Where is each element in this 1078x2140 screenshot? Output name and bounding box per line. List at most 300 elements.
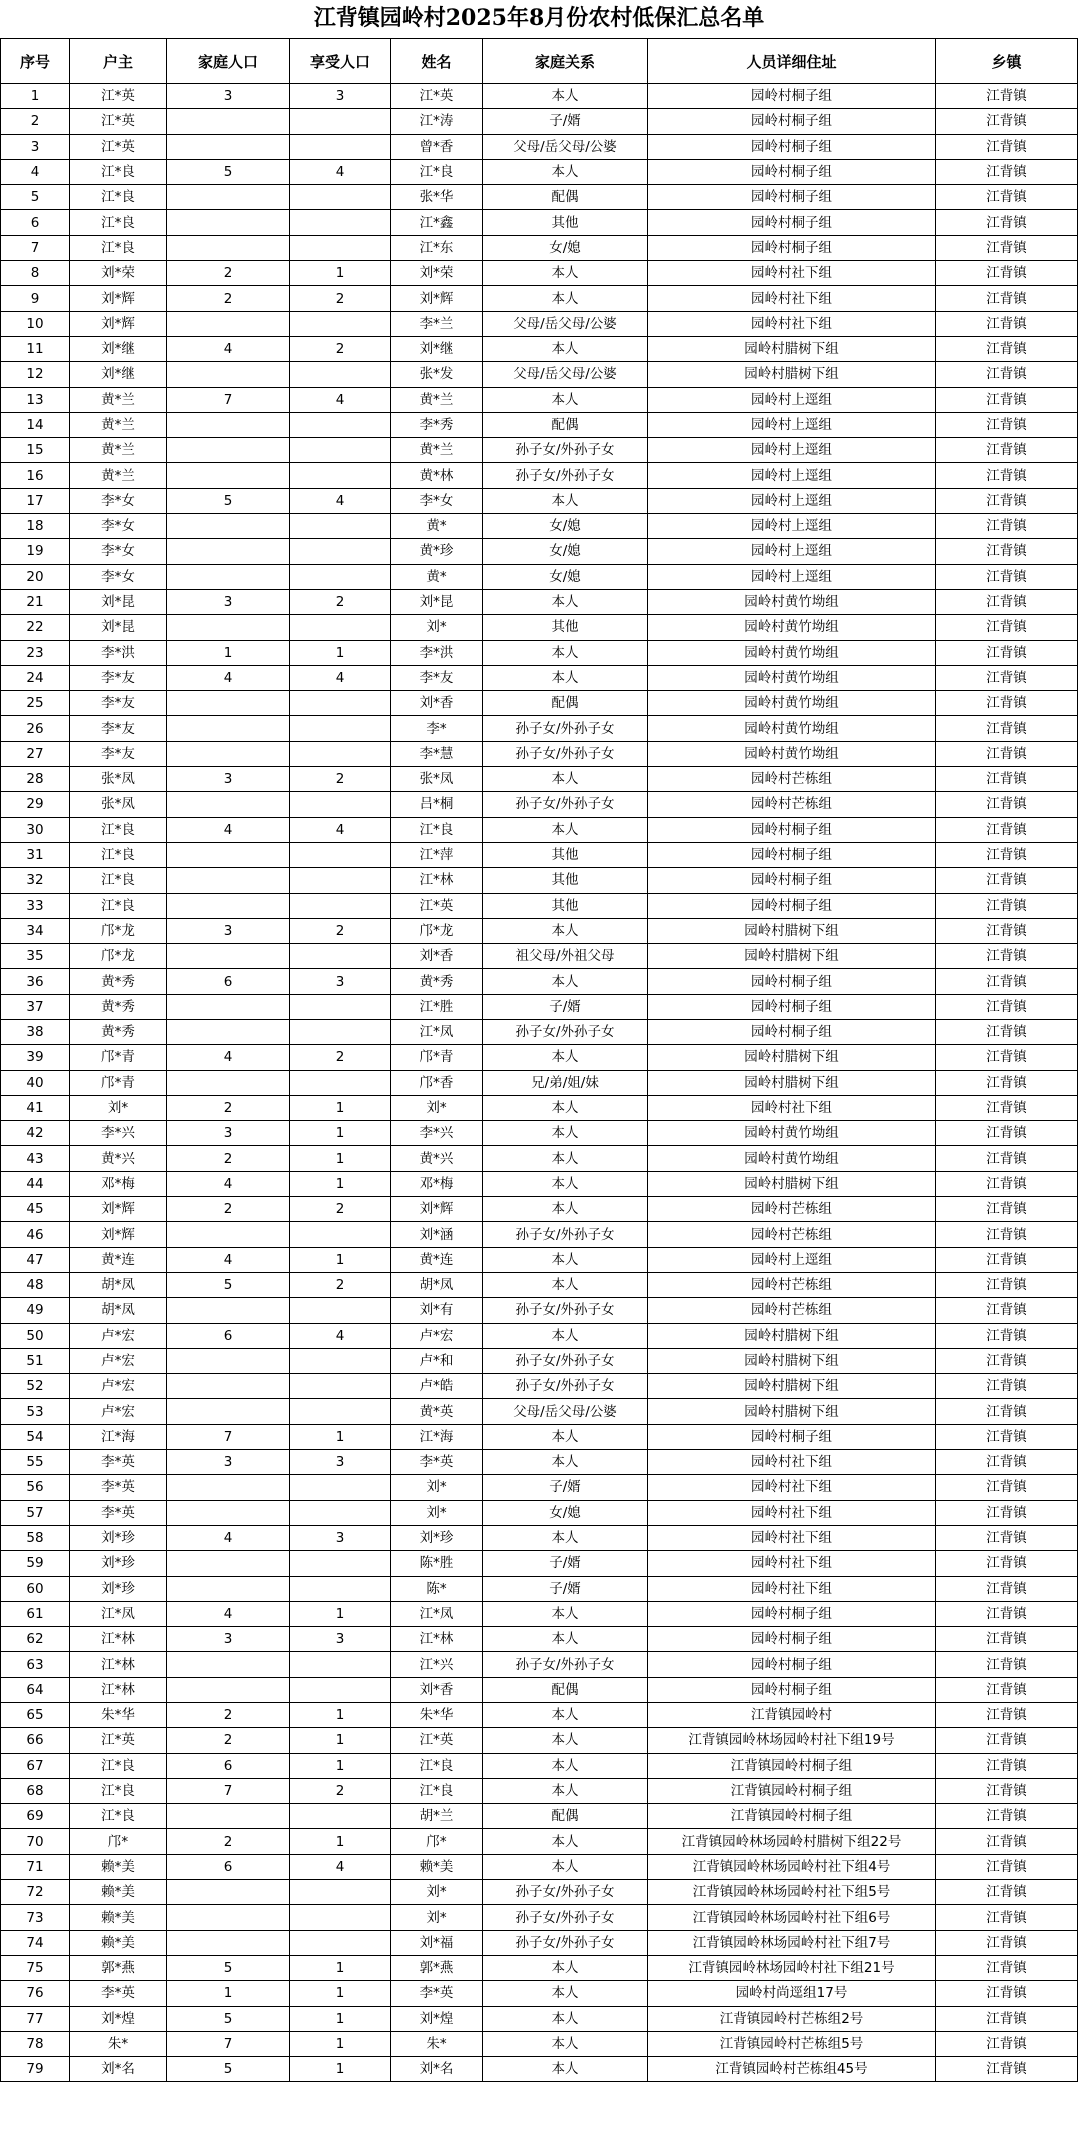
table-row — [1, 716, 1078, 741]
cell-relation: 祖父母/外祖父母 — [483, 944, 648, 969]
table-row — [1, 84, 1078, 109]
cell-beneficiaries — [290, 362, 391, 387]
cell-township: 江背镇 — [936, 615, 1078, 640]
cell-index: 65 — [1, 1703, 70, 1728]
cell-relation: 本人 — [483, 969, 648, 994]
cell-name: 陈* — [391, 1576, 483, 1601]
cell-family-size — [167, 792, 290, 817]
cell-township: 江背镇 — [936, 1095, 1078, 1120]
cell-relation: 本人 — [483, 286, 648, 311]
table-row — [1, 1272, 1078, 1297]
cell-beneficiaries — [290, 792, 391, 817]
cell-name: 赖*美 — [391, 1854, 483, 1879]
cell-index: 19 — [1, 539, 70, 564]
col-header-family-size: 家庭人口 — [167, 39, 290, 84]
cell-address: 园岭村黄竹坳组 — [648, 716, 936, 741]
cell-township: 江背镇 — [936, 1272, 1078, 1297]
cell-address: 园岭村腊树下组 — [648, 362, 936, 387]
cell-name: 刘*名 — [391, 2057, 483, 2082]
cell-township: 江背镇 — [936, 767, 1078, 792]
cell-name: 刘*辉 — [391, 1197, 483, 1222]
cell-family-size — [167, 1930, 290, 1955]
cell-family-size — [167, 1019, 290, 1044]
cell-name: 黄*兴 — [391, 1146, 483, 1171]
cell-beneficiaries — [290, 1070, 391, 1095]
cell-township: 江背镇 — [936, 589, 1078, 614]
cell-family-size: 6 — [167, 1323, 290, 1348]
cell-householder: 刘*荣 — [70, 261, 167, 286]
cell-index: 62 — [1, 1627, 70, 1652]
cell-family-size — [167, 1576, 290, 1601]
cell-relation: 本人 — [483, 1272, 648, 1297]
cell-name: 刘*有 — [391, 1298, 483, 1323]
cell-township: 江背镇 — [936, 1804, 1078, 1829]
cell-householder: 赖*美 — [70, 1930, 167, 1955]
cell-address: 园岭村尚逕组17号 — [648, 1981, 936, 2006]
cell-relation: 本人 — [483, 1728, 648, 1753]
cell-address: 园岭村上逕组 — [648, 463, 936, 488]
cell-township: 江背镇 — [936, 1930, 1078, 1955]
cell-beneficiaries: 2 — [290, 286, 391, 311]
cell-family-size — [167, 311, 290, 336]
cell-index: 37 — [1, 994, 70, 1019]
cell-relation: 配偶 — [483, 412, 648, 437]
cell-township: 江背镇 — [936, 1146, 1078, 1171]
cell-beneficiaries — [290, 1222, 391, 1247]
cell-index: 44 — [1, 1171, 70, 1196]
cell-index: 9 — [1, 286, 70, 311]
cell-relation: 本人 — [483, 640, 648, 665]
table-row — [1, 286, 1078, 311]
cell-name: 刘*继 — [391, 336, 483, 361]
cell-name: 江*良 — [391, 159, 483, 184]
cell-name: 刘*辉 — [391, 286, 483, 311]
cell-householder: 刘* — [70, 1095, 167, 1120]
cell-householder: 卢*宏 — [70, 1348, 167, 1373]
cell-address: 园岭村社下组 — [648, 1525, 936, 1550]
cell-beneficiaries: 3 — [290, 969, 391, 994]
cell-family-size — [167, 868, 290, 893]
cell-householder: 江*海 — [70, 1424, 167, 1449]
cell-relation: 孙子女/外孙子女 — [483, 741, 648, 766]
cell-address: 江背镇园岭村 — [648, 1703, 936, 1728]
col-header-index: 序号 — [1, 39, 70, 84]
cell-index: 32 — [1, 868, 70, 893]
cell-index: 59 — [1, 1551, 70, 1576]
cell-family-size: 1 — [167, 640, 290, 665]
cell-relation: 配偶 — [483, 1804, 648, 1829]
cell-relation: 配偶 — [483, 185, 648, 210]
cell-address: 园岭村上逕组 — [648, 564, 936, 589]
col-header-name: 姓名 — [391, 39, 483, 84]
cell-householder: 李*女 — [70, 564, 167, 589]
cell-relation: 孙子女/外孙子女 — [483, 438, 648, 463]
cell-beneficiaries: 1 — [290, 2006, 391, 2031]
cell-index: 8 — [1, 261, 70, 286]
table-row — [1, 1146, 1078, 1171]
cell-index: 3 — [1, 134, 70, 159]
cell-beneficiaries: 4 — [290, 387, 391, 412]
table-row — [1, 1374, 1078, 1399]
cell-name: 江*英 — [391, 84, 483, 109]
cell-index: 11 — [1, 336, 70, 361]
cell-family-size: 5 — [167, 2006, 290, 2031]
cell-family-size: 2 — [167, 1095, 290, 1120]
cell-beneficiaries — [290, 1804, 391, 1829]
cell-beneficiaries — [290, 1019, 391, 1044]
cell-name: 朱* — [391, 2031, 483, 2056]
cell-beneficiaries — [290, 539, 391, 564]
cell-beneficiaries: 1 — [290, 261, 391, 286]
cell-householder: 邝*青 — [70, 1070, 167, 1095]
cell-name: 邓*梅 — [391, 1171, 483, 1196]
cell-township: 江背镇 — [936, 1121, 1078, 1146]
cell-householder: 胡*凤 — [70, 1272, 167, 1297]
cell-relation: 本人 — [483, 488, 648, 513]
cell-family-size — [167, 1399, 290, 1424]
cell-relation: 女/媳 — [483, 564, 648, 589]
cell-householder: 张*凤 — [70, 792, 167, 817]
cell-family-size — [167, 185, 290, 210]
table-row — [1, 918, 1078, 943]
cell-address: 园岭村黄竹坳组 — [648, 665, 936, 690]
cell-beneficiaries: 2 — [290, 918, 391, 943]
cell-family-size — [167, 362, 290, 387]
cell-index: 24 — [1, 665, 70, 690]
cell-name: 江*兴 — [391, 1652, 483, 1677]
cell-householder: 江*英 — [70, 134, 167, 159]
cell-township: 江背镇 — [936, 109, 1078, 134]
table-row — [1, 868, 1078, 893]
cell-address: 园岭村腊树下组 — [648, 1171, 936, 1196]
cell-beneficiaries: 3 — [290, 1525, 391, 1550]
cell-township: 江背镇 — [936, 741, 1078, 766]
cell-householder: 黄*兰 — [70, 438, 167, 463]
cell-address: 园岭村黄竹坳组 — [648, 589, 936, 614]
cell-relation: 父母/岳父母/公婆 — [483, 362, 648, 387]
table-row — [1, 134, 1078, 159]
cell-name: 卢*和 — [391, 1348, 483, 1373]
cell-householder: 江*英 — [70, 109, 167, 134]
cell-address: 江背镇园岭林场园岭村社下组6号 — [648, 1905, 936, 1930]
table-row — [1, 1399, 1078, 1424]
cell-householder: 江*良 — [70, 185, 167, 210]
cell-township: 江背镇 — [936, 1728, 1078, 1753]
cell-householder: 黄*兰 — [70, 412, 167, 437]
cell-relation: 其他 — [483, 868, 648, 893]
cell-relation: 本人 — [483, 1854, 648, 1879]
table-row — [1, 893, 1078, 918]
cell-family-size — [167, 514, 290, 539]
cell-householder: 刘*珍 — [70, 1576, 167, 1601]
cell-beneficiaries — [290, 1677, 391, 1702]
cell-address: 园岭村上逕组 — [648, 412, 936, 437]
cell-relation: 本人 — [483, 1778, 648, 1803]
cell-name: 吕*桐 — [391, 792, 483, 817]
cell-householder: 刘*昆 — [70, 615, 167, 640]
cell-township: 江背镇 — [936, 1475, 1078, 1500]
cell-relation: 孙子女/外孙子女 — [483, 1880, 648, 1905]
cell-relation: 本人 — [483, 84, 648, 109]
cell-family-size: 4 — [167, 1601, 290, 1626]
cell-address: 园岭村黄竹坳组 — [648, 691, 936, 716]
cell-address: 园岭村桐子组 — [648, 842, 936, 867]
cell-township: 江背镇 — [936, 918, 1078, 943]
table-row — [1, 1348, 1078, 1373]
cell-name: 胡*凤 — [391, 1272, 483, 1297]
table-row — [1, 1045, 1078, 1070]
cell-relation: 孙子女/外孙子女 — [483, 792, 648, 817]
cell-name: 张*华 — [391, 185, 483, 210]
cell-name: 黄*英 — [391, 1399, 483, 1424]
cell-name: 卢*宏 — [391, 1323, 483, 1348]
cell-address: 江背镇园岭村芒栋组2号 — [648, 2006, 936, 2031]
cell-index: 76 — [1, 1981, 70, 2006]
cell-township: 江背镇 — [936, 1551, 1078, 1576]
cell-relation: 女/媳 — [483, 235, 648, 260]
cell-township: 江背镇 — [936, 159, 1078, 184]
cell-family-size: 3 — [167, 918, 290, 943]
table-row — [1, 539, 1078, 564]
cell-index: 74 — [1, 1930, 70, 1955]
table-row — [1, 792, 1078, 817]
table-row — [1, 1854, 1078, 1879]
cell-index: 25 — [1, 691, 70, 716]
cell-name: 刘* — [391, 1095, 483, 1120]
cell-index: 23 — [1, 640, 70, 665]
cell-householder: 刘*继 — [70, 336, 167, 361]
cell-name: 卢*皓 — [391, 1374, 483, 1399]
cell-address: 园岭村社下组 — [648, 286, 936, 311]
cell-township: 江背镇 — [936, 1247, 1078, 1272]
cell-address: 园岭村桐子组 — [648, 1019, 936, 1044]
cell-name: 刘*涵 — [391, 1222, 483, 1247]
cell-family-size — [167, 1804, 290, 1829]
cell-index: 55 — [1, 1450, 70, 1475]
cell-householder: 刘*辉 — [70, 1222, 167, 1247]
cell-family-size — [167, 1374, 290, 1399]
cell-relation: 其他 — [483, 842, 648, 867]
cell-township: 江背镇 — [936, 1677, 1078, 1702]
cell-name: 邝*青 — [391, 1045, 483, 1070]
cell-name: 李* — [391, 716, 483, 741]
cell-beneficiaries: 1 — [290, 1424, 391, 1449]
cell-householder: 江*良 — [70, 1804, 167, 1829]
cell-address: 园岭村腊树下组 — [648, 336, 936, 361]
cell-householder: 江*良 — [70, 893, 167, 918]
cell-householder: 刘*珍 — [70, 1551, 167, 1576]
table-row — [1, 412, 1078, 437]
table-row — [1, 438, 1078, 463]
cell-index: 22 — [1, 615, 70, 640]
cell-family-size: 3 — [167, 1450, 290, 1475]
cell-family-size: 2 — [167, 1197, 290, 1222]
cell-householder: 刘*继 — [70, 362, 167, 387]
cell-beneficiaries — [290, 842, 391, 867]
cell-family-size: 5 — [167, 2057, 290, 2082]
cell-address: 园岭村芒栋组 — [648, 1197, 936, 1222]
table-row — [1, 741, 1078, 766]
cell-name: 黄*兰 — [391, 387, 483, 412]
cell-family-size: 4 — [167, 817, 290, 842]
cell-address: 园岭村上逕组 — [648, 539, 936, 564]
cell-family-size — [167, 210, 290, 235]
cell-address: 园岭村社下组 — [648, 1450, 936, 1475]
cell-index: 75 — [1, 1955, 70, 1980]
cell-family-size — [167, 1222, 290, 1247]
cell-family-size: 4 — [167, 1525, 290, 1550]
cell-township: 江背镇 — [936, 210, 1078, 235]
cell-beneficiaries — [290, 1475, 391, 1500]
cell-beneficiaries — [290, 1551, 391, 1576]
cell-address: 江背镇园岭村芒栋组45号 — [648, 2057, 936, 2082]
cell-family-size — [167, 1652, 290, 1677]
table-row — [1, 159, 1078, 184]
cell-name: 江*凤 — [391, 1019, 483, 1044]
cell-name: 江*东 — [391, 235, 483, 260]
cell-index: 26 — [1, 716, 70, 741]
table-row — [1, 1019, 1078, 1044]
cell-name: 朱*华 — [391, 1703, 483, 1728]
cell-beneficiaries: 4 — [290, 1854, 391, 1879]
cell-householder: 卢*宏 — [70, 1374, 167, 1399]
cell-address: 园岭村腊树下组 — [648, 1374, 936, 1399]
cell-township: 江背镇 — [936, 1854, 1078, 1879]
cell-index: 18 — [1, 514, 70, 539]
cell-address: 园岭村桐子组 — [648, 1677, 936, 1702]
cell-family-size: 4 — [167, 1171, 290, 1196]
cell-family-size — [167, 1475, 290, 1500]
cell-name: 刘*煌 — [391, 2006, 483, 2031]
cell-beneficiaries — [290, 1374, 391, 1399]
cell-relation: 其他 — [483, 615, 648, 640]
cell-family-size: 2 — [167, 261, 290, 286]
table-row — [1, 589, 1078, 614]
table-row — [1, 488, 1078, 513]
cell-family-size — [167, 1677, 290, 1702]
cell-township: 江背镇 — [936, 1424, 1078, 1449]
cell-name: 刘* — [391, 1880, 483, 1905]
cell-beneficiaries — [290, 134, 391, 159]
col-header-relation: 家庭关系 — [483, 39, 648, 84]
cell-relation: 女/媳 — [483, 539, 648, 564]
cell-township: 江背镇 — [936, 84, 1078, 109]
table-row — [1, 185, 1078, 210]
table-row — [1, 1450, 1078, 1475]
table-row — [1, 109, 1078, 134]
cell-householder: 江*凤 — [70, 1601, 167, 1626]
cell-family-size — [167, 842, 290, 867]
cell-family-size: 6 — [167, 1854, 290, 1879]
cell-name: 江*海 — [391, 1424, 483, 1449]
cell-relation: 本人 — [483, 1121, 648, 1146]
cell-beneficiaries — [290, 463, 391, 488]
cell-name: 刘*香 — [391, 691, 483, 716]
cell-township: 江背镇 — [936, 1981, 1078, 2006]
cell-relation: 配偶 — [483, 1677, 648, 1702]
cell-householder: 李*英 — [70, 1981, 167, 2006]
table-row — [1, 463, 1078, 488]
cell-address: 园岭村上逕组 — [648, 488, 936, 513]
cell-name: 黄*珍 — [391, 539, 483, 564]
cell-name: 江*良 — [391, 1778, 483, 1803]
table-row — [1, 210, 1078, 235]
cell-relation: 本人 — [483, 1601, 648, 1626]
cell-township: 江背镇 — [936, 185, 1078, 210]
cell-householder: 李*女 — [70, 488, 167, 513]
table-row — [1, 362, 1078, 387]
cell-beneficiaries: 1 — [290, 1981, 391, 2006]
cell-family-size — [167, 1298, 290, 1323]
cell-address: 园岭村腊树下组 — [648, 1070, 936, 1095]
cell-beneficiaries: 2 — [290, 589, 391, 614]
cell-family-size: 3 — [167, 1121, 290, 1146]
cell-index: 57 — [1, 1500, 70, 1525]
table-row — [1, 994, 1078, 1019]
cell-beneficiaries: 1 — [290, 1753, 391, 1778]
cell-family-size — [167, 235, 290, 260]
cell-beneficiaries: 1 — [290, 640, 391, 665]
cell-relation: 其他 — [483, 210, 648, 235]
cell-name: 李*英 — [391, 1450, 483, 1475]
cell-index: 6 — [1, 210, 70, 235]
cell-address: 园岭村社下组 — [648, 1095, 936, 1120]
cell-beneficiaries — [290, 1930, 391, 1955]
cell-name: 刘*香 — [391, 944, 483, 969]
cell-beneficiaries — [290, 185, 391, 210]
cell-address: 园岭村腊树下组 — [648, 1045, 936, 1070]
cell-address: 园岭村腊树下组 — [648, 1348, 936, 1373]
cell-householder: 李*兴 — [70, 1121, 167, 1146]
cell-householder: 江*良 — [70, 159, 167, 184]
cell-beneficiaries: 2 — [290, 1272, 391, 1297]
cell-relation: 孙子女/外孙子女 — [483, 1348, 648, 1373]
cell-name: 江*林 — [391, 868, 483, 893]
cell-index: 73 — [1, 1905, 70, 1930]
cell-family-size: 7 — [167, 387, 290, 412]
col-header-township: 乡镇 — [936, 39, 1078, 84]
cell-relation: 本人 — [483, 1424, 648, 1449]
cell-name: 刘* — [391, 615, 483, 640]
cell-beneficiaries — [290, 691, 391, 716]
cell-name: 曾*香 — [391, 134, 483, 159]
cell-township: 江背镇 — [936, 665, 1078, 690]
cell-householder: 刘*名 — [70, 2057, 167, 2082]
cell-township: 江背镇 — [936, 994, 1078, 1019]
cell-index: 41 — [1, 1095, 70, 1120]
cell-township: 江背镇 — [936, 1525, 1078, 1550]
cell-family-size: 4 — [167, 1045, 290, 1070]
table-row — [1, 969, 1078, 994]
table-body — [1, 84, 1078, 2082]
cell-family-size: 4 — [167, 665, 290, 690]
table-row — [1, 387, 1078, 412]
cell-relation: 本人 — [483, 1247, 648, 1272]
cell-name: 李*兴 — [391, 1121, 483, 1146]
cell-address: 园岭村桐子组 — [648, 84, 936, 109]
table-row — [1, 514, 1078, 539]
table-row — [1, 1298, 1078, 1323]
table-row — [1, 1247, 1078, 1272]
table-row — [1, 2057, 1078, 2082]
table-row — [1, 1525, 1078, 1550]
cell-address: 园岭村黄竹坳组 — [648, 1146, 936, 1171]
cell-relation: 本人 — [483, 1955, 648, 1980]
table-row — [1, 1323, 1078, 1348]
cell-township: 江背镇 — [936, 336, 1078, 361]
table-row — [1, 1981, 1078, 2006]
cell-address: 江背镇园岭村桐子组 — [648, 1804, 936, 1829]
